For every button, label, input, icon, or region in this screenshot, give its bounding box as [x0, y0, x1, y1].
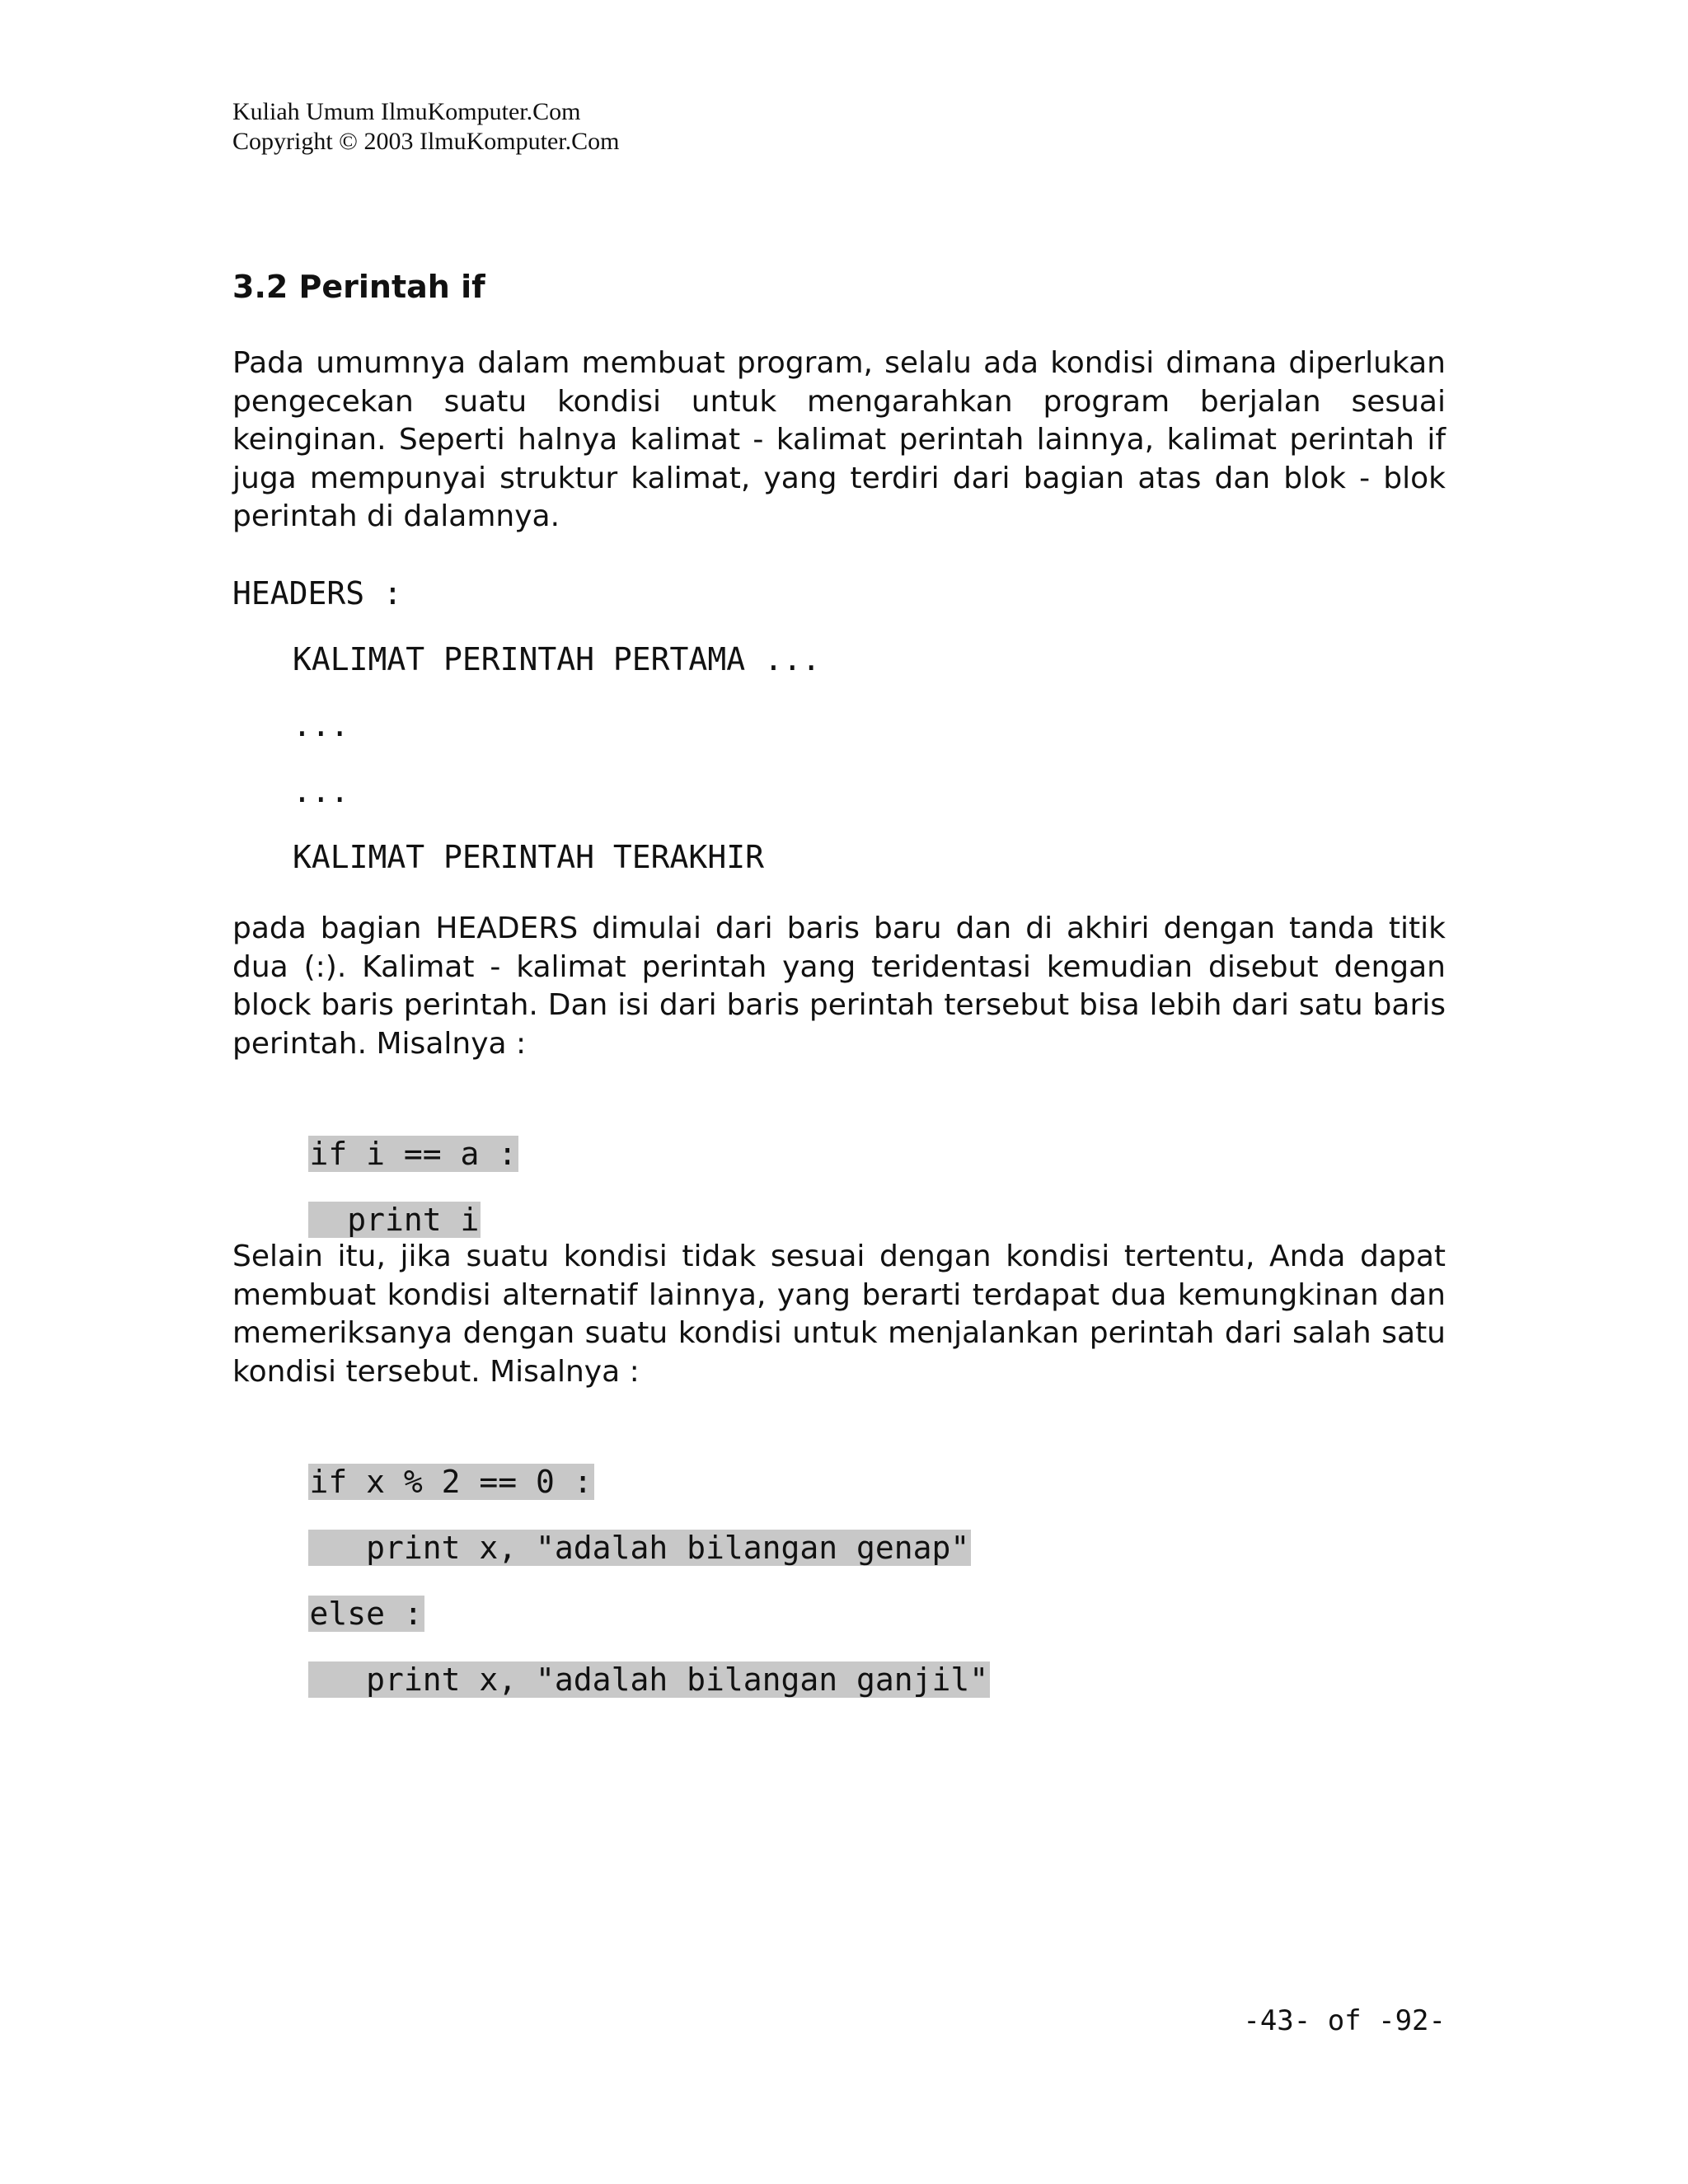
code-line: [232, 1625, 990, 1734]
section-title: 3.2 Perintah if: [232, 269, 485, 305]
code-highlight: print x, "adalah bilangan genap": [309, 1530, 970, 1566]
paragraph-headers-explanation: pada bagian HEADERS dimulai dari baris baru dan di akhiri dengan tanda titik dua (:). Kalimat - kalimat perintah yang teridentasi kemudian disebut dengan block baris perintah. Dan isi dari baris perintah tersebut bisa lebih dari satu baris perintah. Misalnya :: [232, 912, 1446, 1061]
syntax-first-statement-line: KALIMAT PERINTAH PERTAMA ...: [293, 641, 821, 677]
page-number: -43- of -92-: [1243, 2004, 1446, 2037]
syntax-ellipsis-line: ...: [293, 707, 349, 743]
code-highlight: print i: [309, 1202, 480, 1238]
code-highlight: else :: [309, 1596, 423, 1632]
header-copyright: Copyright © 2003 IlmuKomputer.Com: [232, 128, 620, 155]
paragraph-intro: Pada umumnya dalam membuat program, selalu ada kondisi dimana diperlukan pengecekan suatu kondisi untuk mengarahkan program berjalan sesuai keinginan. Seperti halnya kalimat - kalimat perintah lainnya, kalimat perintah if juga mempunyai struktur kalimat, yang terdiri dari bagian atas dan blok - blok perintah di dalamnya.: [232, 346, 1446, 533]
code-highlight: print x, "adalah bilangan ganjil": [309, 1661, 989, 1698]
syntax-headers-line: HEADERS :: [232, 575, 402, 612]
paragraph-alternative: Selain itu, jika suatu kondisi tidak sesuai dengan kondisi tertentu, Anda dapat membuat kondisi alternatif lainnya, yang berarti terdapat dua kemungkinan dan memeriksanya dengan suatu kondisi untuk menjalankan perintah dari salah satu kondisi tersebut. Misalnya :: [232, 1240, 1446, 1389]
document-header: [232, 97, 619, 157]
code-highlight: if x % 2 == 0 :: [309, 1464, 593, 1500]
header-course-title: Kuliah Umum IlmuKomputer.Com: [232, 98, 581, 125]
syntax-last-statement-line: KALIMAT PERINTAH TERAKHIR: [293, 839, 764, 875]
code-highlight: if i == a :: [309, 1136, 518, 1172]
syntax-ellipsis-line: ...: [293, 773, 349, 809]
